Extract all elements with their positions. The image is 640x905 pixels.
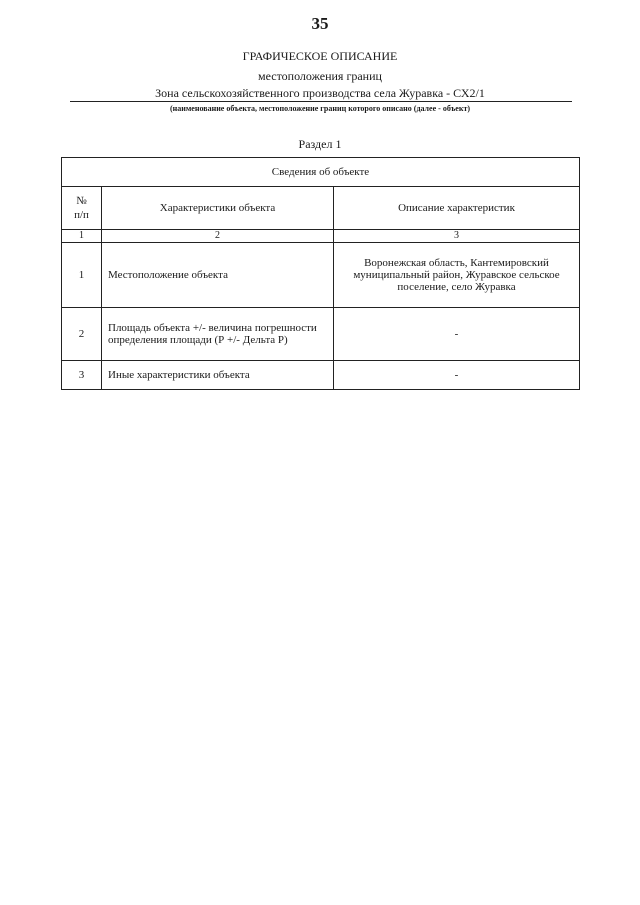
row-number: 1 — [62, 243, 102, 308]
row-description: - — [334, 361, 580, 390]
column-number-3: 3 — [334, 230, 580, 243]
object-name: Зона сельскохозяйственного производства села Журавка - СХ2/1 — [155, 86, 485, 100]
column-numbers-row — [62, 230, 580, 243]
column-header-number-text: № п/п — [74, 195, 89, 221]
table-caption: Сведения об объекте — [62, 158, 580, 187]
document-title: ГРАФИЧЕСКОЕ ОПИСАНИЕ — [242, 49, 398, 63]
row-characteristic: Местоположение объекта — [102, 243, 334, 308]
row-description: - — [334, 308, 580, 361]
object-info-table — [61, 157, 580, 390]
table-row — [62, 361, 580, 390]
column-header-number — [62, 187, 102, 230]
table-row — [62, 243, 580, 308]
document-subtitle: местоположения границ — [258, 69, 382, 83]
row-characteristic: Площадь объекта +/- величина погрешности определения площади (Р +/- Дельта Р) — [102, 308, 334, 361]
column-header-characteristic: Характеристики объекта — [102, 187, 334, 230]
column-number-2: 2 — [102, 230, 334, 243]
row-description: Воронежская область, Кантемировский муниципальный район, Журавское сельское поселение, село Журавка — [334, 243, 580, 308]
table-header-row — [62, 187, 580, 230]
column-header-description: Описание характеристик — [334, 187, 580, 230]
object-name-underline — [70, 101, 572, 102]
object-name-caption: (наименование объекта, местоположение границ которого описано (далее - объект) — [169, 104, 471, 113]
row-characteristic: Иные характеристики объекта — [102, 361, 334, 390]
section-title: Раздел 1 — [298, 137, 342, 151]
row-number: 3 — [62, 361, 102, 390]
page-number: 35 — [311, 14, 329, 33]
column-number-1: 1 — [62, 230, 102, 243]
table-row — [62, 308, 580, 361]
table-caption-row — [62, 158, 580, 187]
row-number: 2 — [62, 308, 102, 361]
